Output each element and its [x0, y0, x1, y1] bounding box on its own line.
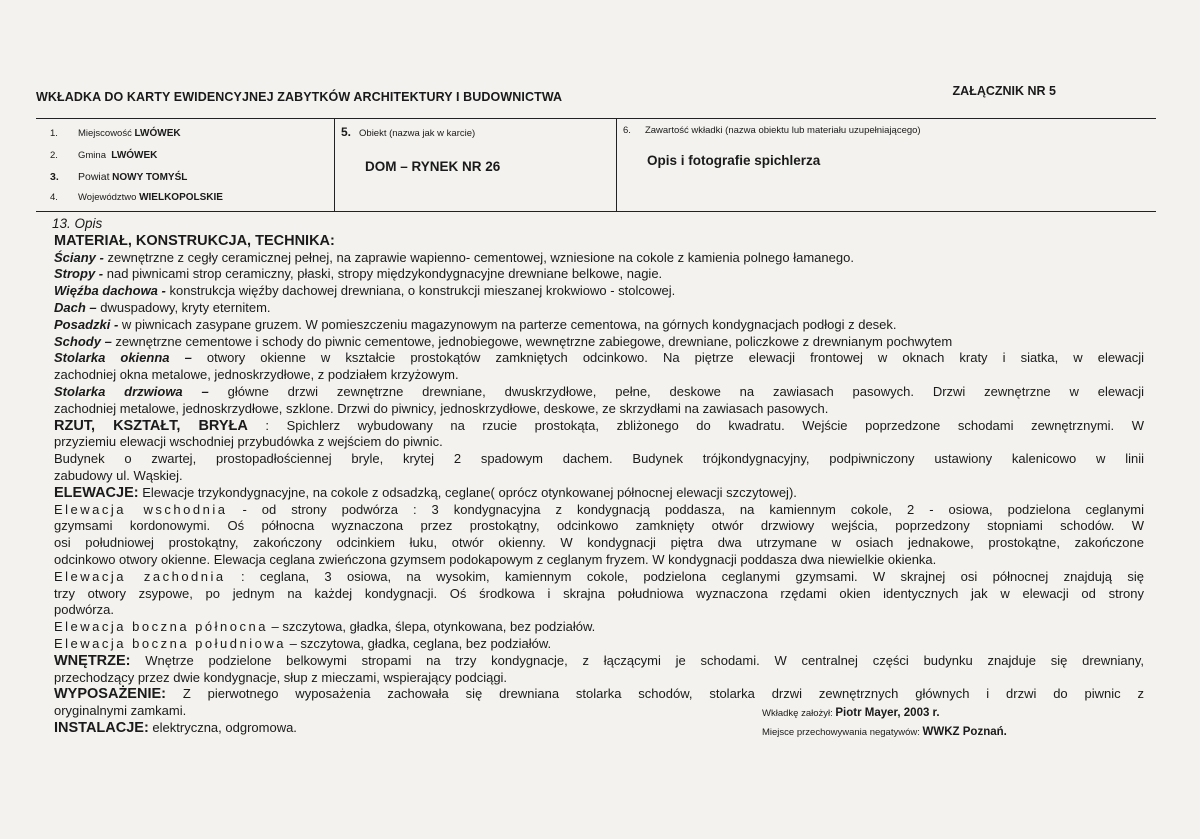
windows-paragraph-cont: zachodniej okna metalowe, jednoskrzydłowe, z podziałem krzyżowym.	[54, 367, 459, 383]
location-row-commune: 2. Gmina LWÓWEK	[50, 150, 158, 161]
location-row-locality: 1. Miejscowość LWÓWEK	[50, 128, 181, 139]
author-note: Wkładkę założył: Piotr Mayer, 2003 r.	[762, 707, 940, 720]
east-elevation-line-3: osi południowej prostokątny, zakończony odcinkiem łuku, otwór okienny. W kondygnacji piętra dwa utrzymane w osiach jednakowe, prostokątne, zakończone	[54, 535, 1144, 551]
east-elevation-line-2: gzymsami kordonowymi. Oś północna wyznaczona przez prostokątny, odcinkowo zamknięty otwór drzwiowy wejścia, poprzedzony stopniami schodów. W	[54, 518, 1144, 534]
east-elevation-line-4: odcinkowo otwory okienne. Elewacja ceglana zwieńczona gzymsem podokapowym z ceglanym fryzem. W kondygnacji poddasza dwa niewielkie okienka.	[54, 551, 937, 567]
shape-paragraph: RZUT, KSZTAŁT, BRYŁA : Spichlerz wybudowany na rzucie prostokąta, zbliżonego do kwadratu. Wejście poprzedzone schodami zewnętrznymi. W	[54, 417, 1144, 434]
west-elevation-paragraph: Elewacja zachodnia : ceglana, 3 osiowa, na wysokim, kamiennym cokole, podzielona ceglanymi gzymsami. W skrajnej osi północnej znajdują się	[54, 568, 1144, 584]
voivodeship-value: WIELKOPOLSKIE	[139, 192, 223, 203]
location-cell	[36, 119, 334, 211]
annex-number: ZAŁĄCZNIK NR 5	[952, 84, 1056, 98]
equipment-line-2: oryginalnymi zamkami. Wkładkę założył: Piotr Mayer, 2003 r.	[54, 703, 1144, 720]
object-name: DOM – RYNEK NR 26	[365, 159, 501, 174]
south-elevation-paragraph: Elewacja boczna południowa – szczytowa, gładka, ceglana, bez podziałów.	[54, 635, 552, 651]
section-label: 13. Opis	[52, 216, 103, 231]
west-elevation-line-2: trzy otwory zsypowe, po jednym na każdej kondygnacji. Oś środkowa i skrajna południowa wyznaczona rzędami okien identycznych jak w elewacji od strony	[54, 585, 1144, 601]
content-cell	[616, 119, 1156, 211]
elevations-paragraph: ELEWACJE: Elewacje trzykondygnacyjne, na cokole z odsadzką, ceglane( oprócz otynkowanej północnej elewacji szczytowej).	[54, 484, 797, 501]
installations-paragraph: INSTALACJE: elektryczna, odgromowa. Miejsce przechowywania negatywów: WWKZ Poznań.	[54, 720, 1144, 737]
roof-paragraph: Dach – dwuspadowy, kryty eternitem.	[54, 299, 271, 315]
interior-paragraph: WNĘTRZE: Wnętrze podzielone belkowymi stropami na trzy kondygnacje, z łączącymi je schodami. W centralnej części budynku znajduje się drewniany,	[54, 652, 1144, 669]
negatives-location: Miejsce przechowywania negatywów: WWKZ Poznań.	[762, 725, 1007, 738]
description-section	[54, 216, 1144, 737]
object-label: 5. Obiekt (nazwa jak w karcie)	[341, 125, 476, 139]
windows-paragraph: Stolarka okienna – otwory okienne w kształcie prostokątów zamkniętych odcinkowo. Na piętrze elewacji frontowej w oknach kraty i siatka, w elewacji	[54, 350, 1144, 366]
interior-line-2: przechodzący przez dwie kondygnacje, słup z mieczami, wspierający podciągi.	[54, 669, 508, 685]
shape-paragraph-2-cont: zabudowy ul. Wąskiej.	[54, 467, 183, 483]
content-name: Opis i fotografie spichlerza	[647, 153, 821, 168]
locality-value: LWÓWEK	[134, 128, 181, 139]
document-title: WKŁADKA DO KARTY EWIDENCYJNEJ ZABYTKÓW ARCHITEKTURY I BUDOWNICTWA	[36, 90, 563, 104]
stairs-paragraph: Schody – zewnętrzne cementowe i schody do piwnic cementowe, jednobiegowe, wewnętrzne zabiegowe, drewniane, policzkowe z drewnianym pochwytem	[54, 333, 953, 349]
floors-paragraph: Posadzki - w piwnicach zasypane gruzem. W pomieszczeniu magazynowym na parterze cementowa, na górnych kondygnacjach podłogi z desek.	[54, 316, 897, 332]
material-heading: MATERIAŁ, KONSTRUKCJA, TECHNIKA:	[54, 232, 335, 249]
east-elevation-paragraph: Elewacja wschodnia - od strony podwórza : 3 kondygnacyjna z kondygnacją poddasza, na kamiennym cokole, 2 - osiowa, podzielona ceglanymi	[54, 501, 1144, 517]
truss-paragraph: Więźba dachowa - konstrukcja więźby dachowej drewniana, o konstrukcji mieszanej krokwiowo - stolcowej.	[54, 283, 676, 299]
doors-paragraph-cont: zachodniej metalowe, jednoskrzydłowe, szklone. Drzwi do piwnicy, jednoskrzydłowe, deskowe, ze skrzydłami na zawiasach pasowych.	[54, 400, 829, 416]
shape-paragraph-2: Budynek o zwartej, prostopadłościennej bryle, krytej 2 spadowym dachem. Budynek trójkondygnacyjny, podpiwniczony ustawiony kalenicowo w linii	[54, 451, 1144, 467]
location-row-voivodeship: 4. Województwo WIELKOPOLSKIE	[50, 192, 223, 203]
content-label: 6. Zawartość wkładki (nazwa obiektu lub materiału uzupełniającego)	[623, 125, 921, 136]
county-value: NOWY TOMYŚL	[112, 172, 188, 183]
doors-paragraph: Stolarka drzwiowa – główne drzwi zewnętrzne drewniane, dwuskrzydłowe, pełne, deskowe na zawiasach pasowych. Drzwi zewnętrzne w elewacji	[54, 383, 1144, 399]
page-header	[36, 84, 1156, 110]
commune-value: LWÓWEK	[111, 150, 158, 161]
walls-paragraph: Ściany - zewnętrzne z cegły ceramicznej pełnej, na zaprawie wapienno- cementowej, wzniesione na cokole z kamienia polnego łamanego.	[54, 249, 854, 265]
shape-paragraph-cont: przyziemiu elewacji wschodniej przybudówka z wejściem do piwnic.	[54, 434, 443, 450]
object-cell	[334, 119, 617, 211]
west-elevation-line-3: podwórza.	[54, 602, 114, 618]
info-table	[36, 118, 1156, 212]
north-elevation-paragraph: Elewacja boczna północna – szczytowa, gładka, ślepa, otynkowana, bez podziałów.	[54, 619, 596, 635]
location-row-county: 3. Powiat NOWY TOMYŚL	[50, 171, 188, 183]
ceilings-paragraph: Stropy - nad piwnicami strop ceramiczny, płaski, stropy międzykondygnacyjne drewniane belkowe, nagie.	[54, 266, 663, 282]
equipment-paragraph: WYPOSAŻENIE: Z pierwotnego wyposażenia zachowała się drewniana stolarka schodów, stolarka drzwi zewnętrznych głównych i drzwi do piwnic z	[54, 686, 1144, 703]
